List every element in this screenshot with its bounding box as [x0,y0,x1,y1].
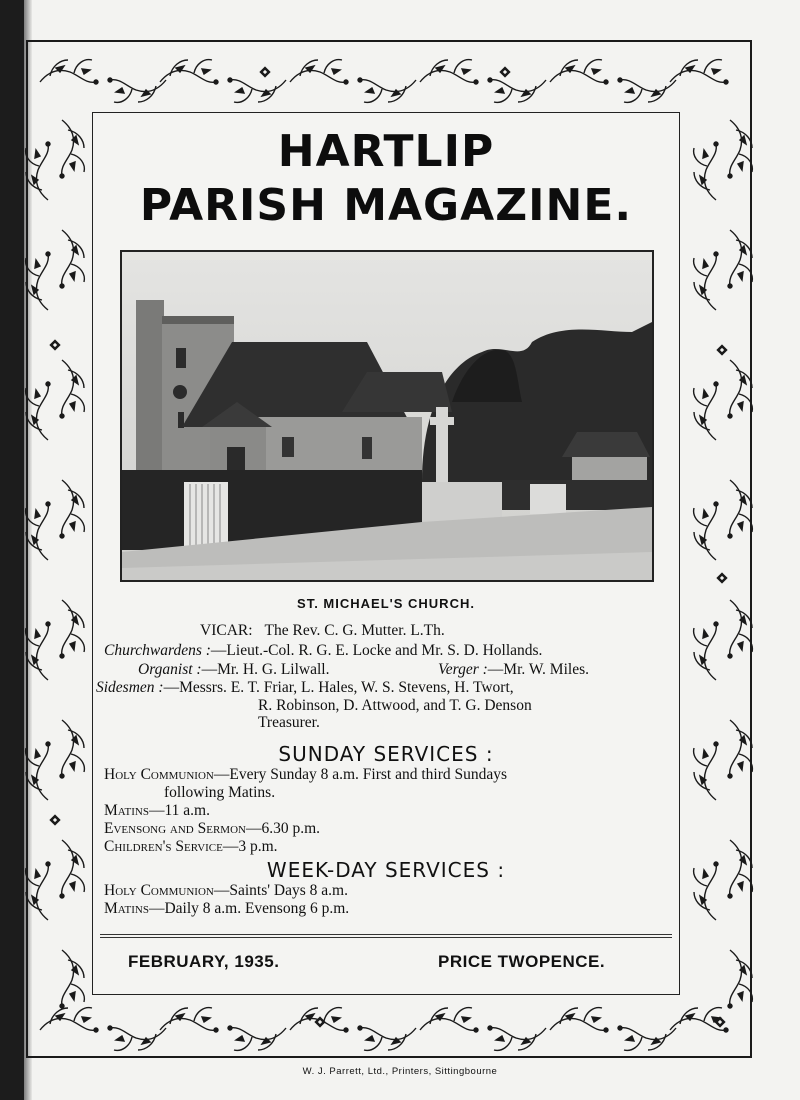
masthead-title-line1: HARTLIP [277,126,495,177]
masthead-title-line2: PARISH MAGAZINE. [139,180,633,231]
top-ornament [40,60,728,103]
vicar-line [200,622,445,640]
sunday-hc-continuation: following Matins. [164,784,276,801]
verger-line [438,661,589,679]
organist-line [138,661,329,679]
verger-label: Verger : [438,661,488,678]
sunday-matins [104,802,210,820]
verger-value: —Mr. W. Miles. [487,661,589,678]
churchwardens-label: Churchwardens : [104,642,211,659]
sunday-children-value: —3 p.m. [222,838,278,855]
organist-label: Organist : [138,661,202,678]
footer-rule-bottom [100,937,672,938]
sunday-hc-value: —Every Sunday 8 a.m. First and third Sundays [213,766,508,783]
weekday-hc-label: Holy Communion [104,882,214,899]
sidesmen-label: Sidesmen : [96,679,164,696]
vicar-value: The Rev. C. G. Mutter. L.Th. [264,622,445,639]
sunday-childrens-service [104,838,278,856]
sunday-services-heading: SUNDAY SERVICES : [278,742,494,766]
sunday-evensong-value: —6.30 p.m. [245,820,321,837]
issue-price: PRICE TWOPENCE. [438,952,606,971]
churchwardens-value: —Lieut.-Col. R. G. E. Locke and Mr. S. D. Hollands. [210,642,543,659]
sunday-evensong [104,820,320,838]
sunday-matins-label: Matins [104,802,149,819]
sidesmen-line-3: Treasurer. [258,714,320,731]
vicar-label: VICAR: [200,622,253,639]
church-photo [120,250,654,582]
issue-date: FEBRUARY, 1935. [128,952,280,971]
bottom-ornament [40,1008,728,1051]
church-illustration [122,252,652,580]
organist-value: —Mr. H. G. Lilwall. [201,661,330,678]
weekday-holy-communion [104,882,348,900]
printer-imprint: W. J. Parrett, Ltd., Printers, Sittingbourne [302,1066,498,1077]
weekday-hc-value: —Saints' Days 8 a.m. [213,882,348,899]
churchwardens-line [104,642,542,660]
right-ornament [694,120,753,1008]
weekday-matins-label: Matins [104,900,149,917]
weekday-matins [104,900,349,918]
sunday-evensong-label: Evensong and Sermon [104,820,246,837]
sunday-holy-communion [104,766,507,784]
weekday-matins-value: —Daily 8 a.m. Evensong 6 p.m. [148,900,350,917]
photo-caption: ST. MICHAEL'S CHURCH. [297,596,475,611]
sunday-matins-value: —11 a.m. [148,802,210,819]
sidesmen-line-2: R. Robinson, D. Attwood, and T. G. Denson [258,697,532,714]
sidesmen-value: —Messrs. E. T. Friar, L. Hales, W. S. Stevens, H. Twort, [163,679,514,696]
left-ornament [26,120,85,1008]
sunday-hc-label: Holy Communion [104,766,214,783]
sidesmen-line [96,679,514,697]
footer-rule-top [100,934,672,935]
sunday-children-label: Children's Service [104,838,223,855]
weekday-services-heading: WEEK-DAY SERVICES : [266,858,506,882]
